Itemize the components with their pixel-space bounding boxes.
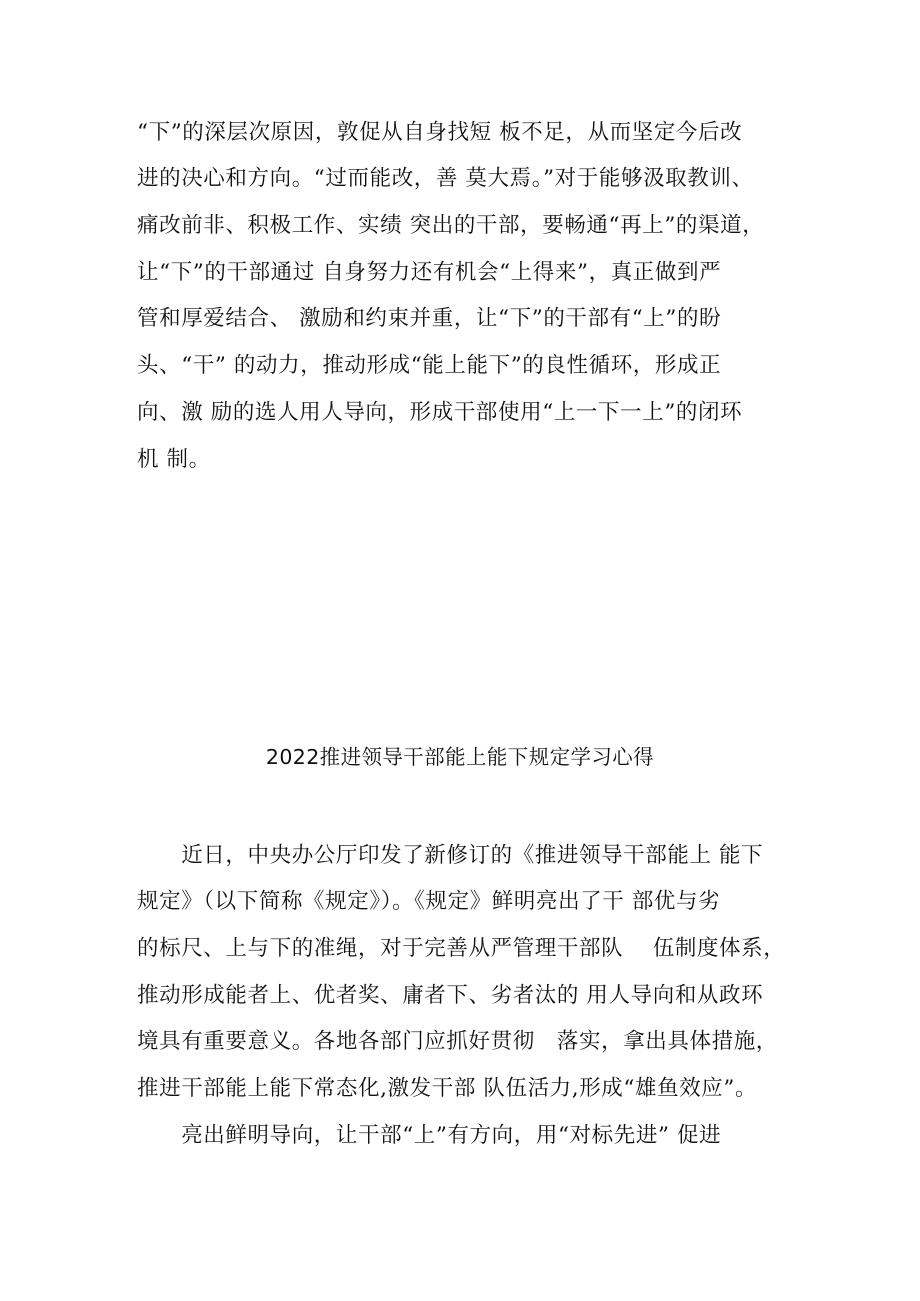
text-line: 机 制。 (137, 447, 211, 472)
text-line: 推动形成能者上、优者奖、庸者下、劣者汰的 用人导向和从政环 (137, 983, 764, 1008)
text-line: 亮出鲜明导向，让干部“上”有方向，用“对标先进” 促进 (137, 1123, 722, 1148)
text-line: 境具有重要意义。各地各部门应抓好贯彻 落实，拿出具体措施， (137, 1029, 778, 1054)
text-line: 管和厚爱结合、 激励和约束并重，让“下”的干部有“上”的盼 (137, 306, 722, 331)
text-line: 痛改前非、积极工作、实绩 突出的干部，要畅通“再上”的渠道， (137, 213, 765, 238)
text-line: 让“下”的干部通过 自身努力还有机会“上得来”，真正做到严 (137, 260, 722, 285)
text-line: 推进干部能上能下常态化,激发干部 队伍活力,形成“雄鱼效应”。 (137, 1076, 758, 1101)
text-line: 规定》（以下简称《规定》）。《规定》鲜明亮出了干 部优与劣 (137, 889, 721, 914)
text-line: 向、激 励的选人用人导向，形成干部使用“上一下一上”的闭环 (137, 400, 743, 425)
text-line: 近日，中央办公厅印发了新修订的《推进领导干部能上 能下 (137, 843, 764, 868)
text-line: 头、“干” 的动力，推动形成“能上能下”的良性循环，形成正 (137, 353, 722, 378)
text-line: 进的决心和方向。“过而能改，善 莫大焉。”对于能够汲取教训、 (137, 166, 754, 191)
document-title: 2022推进领导干部能上能下规定学习心得 (265, 745, 655, 769)
text-line: “下”的深层次原因，敦促从自身找短 板不足，从而坚定今后改 (137, 120, 743, 145)
text-line: 的标尺、上与下的准绳，对于完善从严管理干部队 伍制度体系， (137, 936, 786, 961)
